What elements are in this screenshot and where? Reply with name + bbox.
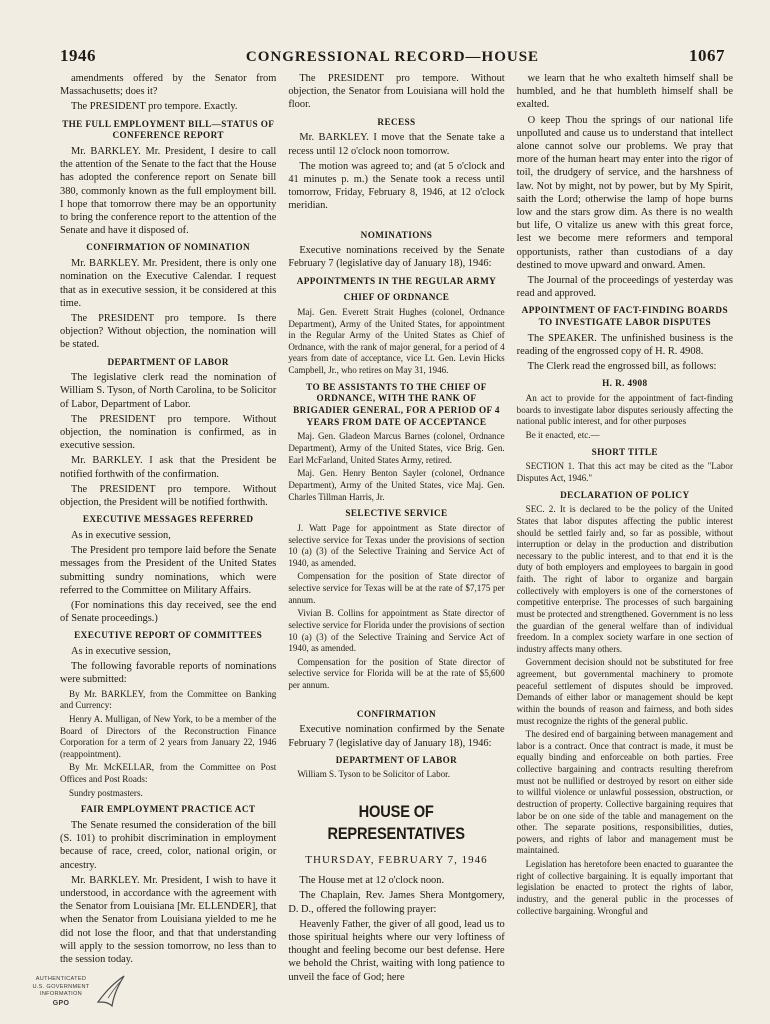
small-print-paragraph: Vivian B. Collins for appointment as State director of selective service for Florida under the provisions of section 10 (a) (3) of the Selective Training and Service Act of 1940, as amended.	[288, 608, 505, 654]
paragraph: As in executive session,	[71, 529, 171, 541]
paragraph: The PRESIDENT pro tempore. Is there objection? Without objection, the nomination will be stated.	[60, 312, 277, 351]
small-print-paragraph: Henry A. Mulligan, of New York, to be a member of the Board of Directors of the Reconstruction Finance Corporation for a term of 2 years from January 22, 1946 (reappointment).	[60, 713, 277, 759]
paragraph: amendments offered by the Senator from Massachusetts; does it?	[60, 73, 277, 98]
small-print-paragraph: Maj. Gen. Henry Benton Sayler (colonel, Ordnance Department), Army of the United States, vice Maj. Gen. Charles Tillman Harris, Jr.	[288, 468, 505, 502]
small-print-paragraph: Sundry postmasters.	[69, 787, 143, 798]
small-print-paragraph: Compensation for the position of State director of selective service for Florida will be at the rate of $5,600 per annum.	[288, 656, 505, 691]
paragraph: The Clerk read the engrossed bill, as follows:	[527, 361, 717, 373]
column-middle	[288, 72, 505, 983]
header-page-number: 1067	[688, 46, 725, 65]
paragraph: As in executive session,	[71, 646, 171, 658]
section-heading: CHIEF OF ORDNANCE	[343, 292, 450, 303]
paragraph: we learn that he who exalteth himself shall be humbled, and he that humbleth himself shall be exalted.	[516, 73, 733, 111]
paragraph: The SPEAKER. The unfinished business is the reading of the engrossed copy of H. R. 4908.	[516, 332, 733, 358]
section-heading: SELECTIVE SERVICE	[345, 508, 448, 519]
paragraph: Heavenly Father, the giver of all good, lead us to those spiritual heights where our very loftiness of thought and feeling become our best defense. Here we behold the Christ, waiting with long patience to unveil the face of God; here	[288, 918, 505, 983]
section-heading: DEPARTMENT OF LABOR	[107, 356, 229, 367]
section-heading: DECLARATION OF POLICY	[560, 489, 690, 500]
spacer	[288, 694, 504, 704]
column-left	[60, 72, 277, 965]
stamp-line-1: AUTHENTICATED	[35, 975, 87, 982]
section-heading: CONFIRMATION OF NOMINATION	[86, 242, 251, 253]
paragraph: Executive nominations received by the Senate February 7 (legislative day of January 18), 1946:	[288, 245, 505, 270]
section-heading: APPOINTMENTS IN THE REGULAR ARMY	[296, 275, 497, 286]
small-print-paragraph: William S. Tyson to be Solicitor of Labor.	[297, 769, 450, 780]
small-print-paragraph: By Mr. BARKLEY, from the Committee on Banking and Currency:	[60, 688, 277, 711]
section-heading: SHORT TITLE	[591, 446, 658, 457]
small-print-paragraph: SECTION 1. That this act may be cited as the "Labor Disputes Act, 1946."	[516, 461, 733, 483]
small-print-paragraph: Legislation has heretofore been enacted to guarantee the right of collective bargaining. It is equally important that legislation be enacted to protect the rights of labor, industry, and the general public in the processes of collective bargaining. Wrongful and	[516, 859, 733, 916]
small-print-paragraph: By Mr. McKELLAR, from the Committee on Post Offices and Post Roads:	[60, 762, 277, 785]
small-print-paragraph: An act to provide for the appointment of fact-finding boards to investigate labor disputes seriously affecting the national public interest, and for other purposes	[516, 393, 733, 427]
section-heading: CONFIRMATION	[356, 708, 437, 719]
paragraph: Mr. BARKLEY. Mr. President, I wish to have it understood, in accordance with the agreement with the Senator from Louisiana [Mr. ELLENDER], that when the Senator from Louisiana yielded to me he did not lose the floor, and that that understanding will apply to the session tomorrow, no less than to the session today.	[60, 874, 277, 965]
paragraph: Mr. BARKLEY. Mr. President, I desire to call the attention of the Senate to the fact that the House has adopted the conference report on Senate bill 380, commonly known as the full employment bill. I hope that tomorrow there may be an opportunity to bring the conference report to the attention of the Senate and have it disposed of.	[60, 145, 277, 237]
small-print-paragraph: Maj. Gen. Everett Strait Hughes (colonel, Ordnance Department), Army of the United States, for appointment in the Regular Army of the United States as Chief of Ordnance, with the rank of major general, for a period of 4 years from date of acceptance, vice Lt. Gen. Levin Hicks Campbell, Jr., who retires on May 31, 1946.	[288, 306, 505, 376]
small-print-paragraph: Compensation for the position of State director of selective service for Texas will be at the rate of $7,175 per annum.	[288, 571, 505, 605]
small-print-paragraph: Government decision should not be substituted for free agreement, but governmental machinery to promote peaceful settlement of disputes should be improved. Demands of either labor or management should be kept within the bounds of reason and fairness, and both sides must recognize the rights of the general public.	[516, 657, 733, 726]
paragraph: The motion was agreed to; and (at 5 o'clock and 41 minutes p. m.) the Senate took a recess until tomorrow, Friday, February 8, 1946, at 12 o'clock meridian.	[288, 160, 505, 212]
paragraph: The following favorable reports of nominations were submitted:	[60, 661, 277, 686]
paragraph: The PRESIDENT pro tempore. Exactly.	[71, 101, 238, 113]
section-heading: NOMINATIONS	[360, 229, 433, 240]
small-print-paragraph: SEC. 2. It is declared to be the policy of the United States that labor disputes affecting the public interest should be settled fairly and, so far as possible, without interruption or delay in the production and distribution necessary to the public interest, and to that end it is the duty of both employers and employees to bargain in good faith. The right of labor to organize and bargain collectively with employers is one of the cornerstones of competitive enterprise. The processes of such bargaining must be protected and strengthened. Government is no less the guardian of the general welfare than of individual freedom. In a complex society warfare in one section of industry affects many others.	[516, 504, 733, 654]
paragraph: The legislative clerk read the nomination of William S. Tyson, of North Carolina, to be Solicitor of Labor, Department of Labor.	[60, 372, 277, 410]
section-heading: TO BE ASSISTANTS TO THE CHIEF OF ORDNANCE, WITH THE RANK OF BRIGADIER GENERAL, FOR A PERIOD OF 4 YEARS FROM DATE OF ACCEPTANCE	[293, 381, 500, 427]
header-year: 1946	[60, 46, 96, 65]
paragraph: Executive nomination confirmed by the Senate February 7 (legislative day of January 18), 1946:	[288, 724, 505, 749]
header-title: CONGRESSIONAL RECORD—HOUSE	[245, 49, 540, 65]
section-heading: DEPARTMENT OF LABOR	[335, 754, 458, 765]
paragraph: The PRESIDENT pro tempore. Without objection, the President will be notified forthwith.	[60, 483, 277, 509]
session-date: THURSDAY, FEBRUARY 7, 1946	[305, 854, 488, 867]
section-heading: RECESS	[377, 116, 416, 127]
section-heading: THE FULL EMPLOYMENT BILL—STATUS OF CONFERENCE REPORT	[62, 118, 275, 141]
house-of-representatives-heading: HOUSE OF REPRESENTATIVES	[327, 802, 466, 843]
section-heading: APPOINTMENT OF FACT-FINDING BOARDS TO INVESTIGATE LABOR DISPUTES	[521, 305, 728, 328]
paragraph: (For nominations this day received, see the end of Senate proceedings.)	[60, 599, 277, 625]
spacer	[288, 215, 504, 225]
running-header	[60, 46, 725, 66]
paragraph: The Chaplain, Rev. James Shera Montgomery, D. D., offered the following prayer:	[288, 890, 505, 915]
paragraph: The Journal of the proceedings of yesterday was read and approved.	[516, 275, 733, 300]
paragraph: The Senate resumed the consideration of the bill (S. 101) to prohibit discrimination in employment because of race, creed, color, national origin, or ancestry.	[60, 819, 277, 871]
paragraph: The President pro tempore laid before the Senate messages from the President of the United States submitting sundry nominations, which were referred to the Committee on Military Affairs.	[60, 545, 277, 596]
small-print-paragraph: Maj. Gen. Gladeon Marcus Barnes (colonel, Ordnance Department), Army of the United States, vice Brig. Gen. Earl McFarland, United States Army, retired.	[288, 431, 505, 465]
small-print-paragraph: Be it enacted, etc.—	[525, 430, 600, 440]
stamp-line-3: INFORMATION	[39, 991, 83, 998]
section-heading: FAIR EMPLOYMENT PRACTICE ACT	[80, 804, 256, 815]
small-print-paragraph: The desired end of bargaining between management and labor is a contract. Once that contract is made, it must be equally binding and enforceable on both parties. Free collective bargaining and contracts resulting therefrom must not be nullified or destroyed by resort on either side to willful violence or unlawful possession, obstruction, or destruction of property. Collective bargaining requires that labor be on one side of the table and management on the other. The separate positions, responsibilities, duties, powers, and rights of labor and management must be maintained.	[516, 729, 733, 856]
paragraph: The House met at 12 o'clock noon.	[299, 875, 445, 887]
small-print-paragraph: J. Watt Page for appointment as State director of selective service for Texas under the provisions of section 10 (a) (3) of the Selective Training and Service Act of 1940, as amended.	[288, 522, 505, 568]
section-heading: EXECUTIVE MESSAGES REFERRED	[82, 514, 254, 525]
paragraph: Mr. BARKLEY. I ask that the President be notified forthwith of the confirmation.	[60, 455, 277, 480]
gpo-authentication-stamp	[28, 968, 138, 1016]
section-heading: H. R. 4908	[602, 378, 648, 389]
paragraph: The PRESIDENT pro tempore. Without objection, the nomination is confirmed, as in executive session.	[60, 413, 277, 452]
paragraph: Mr. BARKLEY. I move that the Senate take a recess until 12 o'clock noon tomorrow.	[288, 132, 505, 157]
stamp-line-2: U.S. GOVERNMENT	[32, 983, 90, 990]
paragraph: The PRESIDENT pro tempore. Without objection, the Senator from Louisiana will hold the floor.	[288, 73, 505, 111]
eagle-seal-icon	[94, 972, 128, 1012]
section-heading: EXECUTIVE REPORT OF COMMITTEES	[74, 630, 263, 641]
column-right	[517, 72, 733, 932]
paragraph: O keep Thou the springs of our national life unpolluted and cause us to understand that intellect alone cannot solve our problems. We pray that more of the human heart may enter into the rigor of toil, the drudgery of service, and the harshness of law. Not by might, not by power, but by My Spirit, saith the Lord; otherwise the lamp of hope burns low and the stars grow dim. As there is no wealth but life, O vitalize us anew with this great force, lest we become mere reformers and temporal opportunists, rather than custodians of a day destined to move upward and onward. Amen.	[516, 114, 733, 271]
paragraph: Mr. BARKLEY. Mr. President, there is only one nomination on the Executive Calendar. I request that as in executive session, it be considered at this time.	[60, 258, 277, 309]
stamp-mark: GPO	[52, 999, 70, 1007]
